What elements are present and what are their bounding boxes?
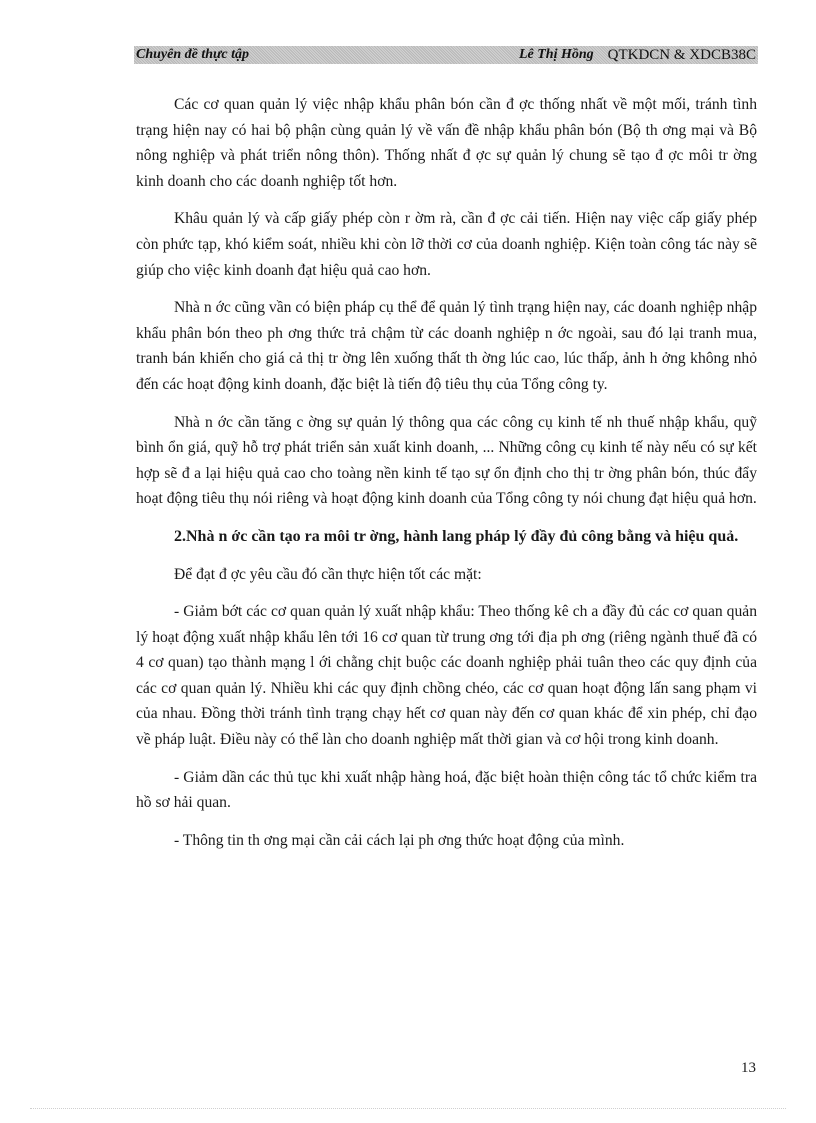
header-document-type: Chuyên đề thực tập [136, 47, 250, 62]
list-item-paragraph: - Thông tin th ơng mại cần cải cách lại ph ơng thức hoạt động của mình. [174, 831, 625, 849]
document-body [136, 92, 757, 865]
section-heading: 2.Nhà n ớc cần tạo ra môi tr ờng, hành lang pháp lý đầy đủ công bằng và hiệu quả. [174, 527, 739, 545]
paragraph: Khâu quản lý và cấp giấy phép còn r ờm rà, cần đ ợc cải tiến. Hiện nay việc cấp giấy phép còn phức tạp, khó kiểm soát, nhiều khi còn lỡ thời cơ của doanh nghiệp. Kiện toàn công tác này sẽ giúp cho việc kinh doanh đạt hiệu quả cao hơn. [136, 210, 757, 279]
page-bottom-divider [30, 1108, 786, 1109]
paragraph: Nhà n ớc cần tăng c ờng sự quản lý thông qua các công cụ kinh tế nh thuế nhập khẩu, quỹ bình ổn giá, quỹ hỗ trợ phát triển sản xuất kinh doanh, ... Những công cụ kinh tế này nếu có sự kết hợp sẽ đ a lại hiệu quả cao cho toàng nền kinh tế tạo sự ổn định cho thị tr ờng phân bón, thúc đẩy hoạt động tiêu thụ nói riêng và hoạt động kinh doanh của Tổng công ty nói chung đạt hiệu quả hơn. [136, 413, 757, 508]
list-item-paragraph: - Giảm dần các thủ tục khi xuất nhập hàng hoá, đặc biệt hoàn thiện công tác tổ chức kiểm tra hồ sơ hải quan. [136, 768, 757, 812]
paragraph: Các cơ quan quản lý việc nhập khẩu phân bón cần đ ợc thống nhất về một mối, tránh tình trạng hiện nay có hai bộ phận cùng quản lý về vấn đề nhập khẩu phân bón (Bộ th ơng mại và Bộ nông nghiệp và phát triển nông thôn). Thống nhất đ ợc sự quản lý chung sẽ tạo đ ợc môi tr ờng kinh doanh cho các doanh nghiệp tốt hơn. [136, 96, 757, 190]
paragraph: Để đạt đ ợc yêu cầu đó cần thực hiện tốt các mặt: [174, 565, 482, 583]
header-class-code: QTKDCN & XDCB38C [607, 46, 756, 63]
paragraph: Nhà n ớc cũng vần có biện pháp cụ thể để quản lý tình trạng hiện nay, các doanh nghiệp nhập khẩu phân bón theo ph ơng thức trả chậm từ các doanh nghiệp n ớc ngoài, sau đó lại tranh mua, tranh bán khiến cho giá cả thị tr ờng lên xuống thất th ờng lúc cao, lúc thấp, ảnh h ởng không nhỏ đến các hoạt động kinh doanh, đặc biệt là tiến độ tiêu thụ của Tổng công ty. [136, 299, 757, 393]
page-number: 13 [741, 1060, 756, 1076]
header-author: Lê Thị Hồng [518, 47, 594, 62]
list-item-paragraph: - Giảm bớt các cơ quan quản lý xuất nhập khẩu: Theo thống kê ch a đầy đủ các cơ quan quản lý hoạt động xuất nhập khẩu lên tới 16 cơ quan từ trung ơng tới địa ph ơng (riêng ngành thuế đã có 4 cơ quan) tạo thành mạng l ới chằng chịt buộc các doanh nghiệp phải tuân theo các quy định của các cơ quan quản lý. Nhiều khi các quy định chồng chéo, các cơ quan hoạt động lấn sang phạm vi của nhau. Đồng thời tránh tình trạng chạy hết cơ quan này đến cơ quan khác để xin phép, chỉ đạo về pháp luật. Điều này có thể làn cho doanh nghiệp mất thời gian và cơ hội trong kinh doanh. [136, 603, 757, 749]
page-header [134, 46, 758, 64]
